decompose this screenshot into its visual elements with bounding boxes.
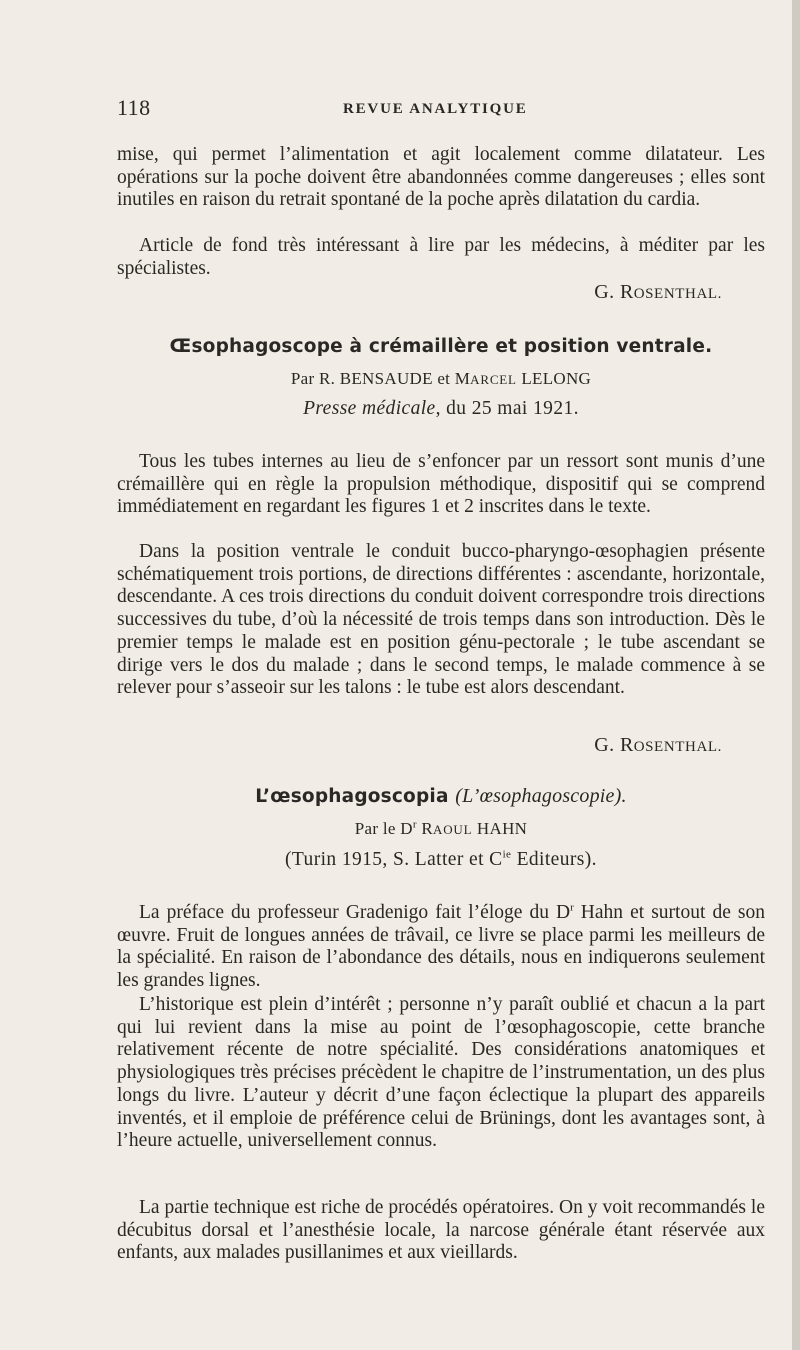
signature: G. ROSENTHAL. [594, 734, 722, 756]
page-edge-shadow [792, 0, 800, 1350]
paragraph: Tous les tubes internes au lieu de s’enfoncer par un ressort sont munis d’une crémaillère qui en règle la propulsion méthodique, dispositif qui se comprend immédiatement en regardant les figures 1 et 2 inscrites dans le texte. [117, 451, 765, 518]
paragraph: L’historique est plein d’intérêt ; personne n’y paraît oublié et chacun a la part qui lui revient dans la mise au point de l’œsophagoscopie, cette branche relativement récente de notre spécialité. Des considérations anatomiques et physiologiques très précises précèdent le chapitre de l’instrumentation, un des plus longs du livre. L’auteur y décrit d’une façon éclectique la plupart des appareils inventés, et il emploie de préférence celui de Brünings, dont les avantages sont, à l’heure actuelle, universellement connus. [117, 994, 765, 1152]
article-title: L’œsophagoscopia (L’œsophagoscopie). [255, 785, 627, 807]
page-number: 118 [117, 95, 151, 120]
page-header [117, 95, 765, 125]
paragraph: La préface du professeur Gradenigo fait l’éloge du $D^r$ Hahn et surtout de son œuvre. Fruit de longues années de trâvail, ce livre se place parmi les meilleurs de la spécialité. En raison de l’abondance des détails, nous en indiquerons seulement les grandes lignes. [117, 901, 765, 992]
paragraph: La partie technique est riche de procédés opératoires. On y voit recommandés le décubitus dorsal et l’anesthésie locale, la narcose générale étant réservée aux enfants, aux malades pusillanimes et aux vieillards. [117, 1197, 765, 1264]
article-source: Presse médicale, du 25 mai 1921. [303, 398, 579, 419]
signature: G. ROSENTHAL. [594, 281, 722, 303]
paragraph: Dans la position ventrale le conduit bucco-pharyngo-œsophagien présente schématiquement trois portions, de directions différentes : ascendante, horizontale, descendante. A ces trois directions du conduit doivent correspondre trois directions successives du tube, d’où la nécessité de trois temps dans son introduction. Dès le premier temps le malade est en position génu-pectorale ; le tube ascendant se dirige vers le dos du malade ; dans le second temps, le malade commence à se relever pour s’asseoir sur les talons : le tube est alors descendant. [117, 541, 765, 699]
article-source: (Turin 1915, S. Latter et $C^{ie}$ Editeurs). [285, 848, 597, 870]
running-head: REVUE ANALYTIQUE [343, 101, 528, 117]
article-byline: Par le $D^r$ RAOUL HAHN [354, 818, 528, 838]
article-title: Œsophagoscope à crémaillère et position ventrale. [169, 336, 713, 357]
paragraph: mise, qui permet l’alimentation et agit localement comme dilatateur. Les opérations sur la poche doivent être abandonnées comme dangereuses ; elles sont inutiles en raison du retrait spontané de la poche après dilatation du cardia. [117, 144, 765, 211]
paragraph: Article de fond très intéressant à lire par les médecins, à méditer par les spécialistes. [117, 235, 765, 279]
article-byline: Par R. BENSAUDE et MARCEL LELONG [290, 369, 592, 388]
